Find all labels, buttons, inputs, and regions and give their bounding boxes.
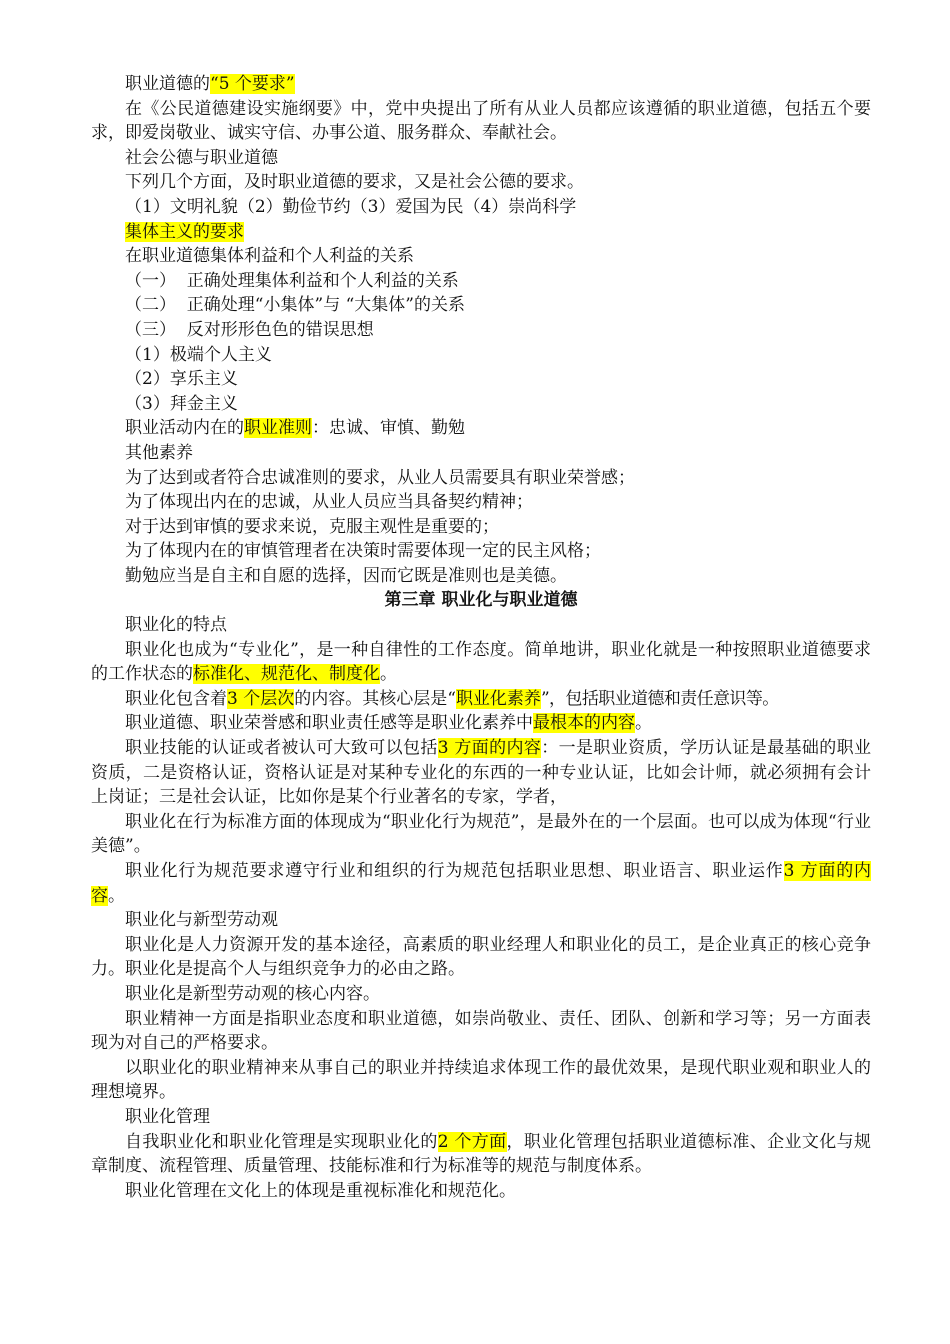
- paragraph: 职业化是新型劳动观的核心内容。: [125, 983, 380, 1004]
- paragraph: 社会公德与职业道德: [125, 147, 278, 168]
- text-run: 职业道德、职业荣誉感和职业责任感等是职业化素养中: [125, 713, 533, 734]
- paragraph: 职业化在行为标准方面的体现成为“职业化行为规范”，是最外在的一个层面。也可以成为体现“行业美德”。: [91, 811, 871, 857]
- highlighted-text: “5 个要求”: [210, 74, 295, 94]
- highlighted-text: 职业化素养: [455, 688, 541, 709]
- text-run: 职业道德的: [125, 74, 210, 94]
- document-page: [91, 72, 871, 1203]
- paragraph: 职业化是人力资源开发的基本途径，高素质的职业经理人和职业化的员工，是企业真正的核心竞争力。职业化是提高个人与组织竞争力的必由之路。: [91, 934, 871, 980]
- highlighted-text: 职业准则: [244, 418, 312, 439]
- paragraph: 为了体现内在的审慎管理者在决策时需要体现一定的民主风格；: [125, 541, 601, 562]
- paragraph: 职业化的特点: [125, 615, 227, 636]
- chapter-heading: 第三章 职业化与职业道德: [384, 590, 578, 611]
- paragraph: 职业化管理: [125, 1106, 210, 1127]
- paragraph: 对于达到审慎的要求来说，克服主观性是重要的；: [125, 516, 499, 537]
- text-run: ：一是职业资质，学历认证是最基础的职业资质，二是资格认证，资格认证是对某种专业化的东西的一种专业认证，比如会计师，就必须拥有会计上岗证；三是社会认证，比如你是某个行业著名的专家，学者，: [91, 738, 872, 808]
- paragraph: 在《公民道德建设实施纲要》中，党中央提出了所有从业人员都应该遵循的职业道德，包括五个要求，即爱岗敬业、诚实守信、办事公道、服务群众、奉献社会。: [91, 98, 871, 144]
- list-item: （3）拜金主义: [125, 393, 238, 414]
- text-run: 。: [635, 713, 652, 734]
- text-run: 职业技能的认证或者被认可大致可以包括: [125, 738, 438, 759]
- highlighted-text: 集体主义的要求: [125, 221, 244, 242]
- paragraph: 职业化管理在文化上的体现是重视标准化和规范化。: [125, 1180, 516, 1201]
- paragraph: 在职业道德集体利益和个人利益的关系: [125, 246, 414, 267]
- text-run: 职业活动内在的: [125, 418, 244, 439]
- highlighted-text: 3 方面的内容: [91, 861, 871, 906]
- paragraph: [91, 711, 871, 736]
- paragraph: 下列几个方面，及时职业道德的要求，又是社会公德的要求。: [125, 172, 584, 193]
- paragraph: [91, 638, 871, 687]
- paragraph: [91, 72, 871, 97]
- highlighted-text: 2 个方面: [437, 1131, 507, 1152]
- paragraph: [91, 416, 871, 441]
- list-item: （2）享乐主义: [125, 369, 238, 390]
- paragraph: 为了体现出内在的忠诚，从业人员应当具备契约精神；: [125, 492, 533, 513]
- text-run: 。: [380, 664, 397, 685]
- list-item: （三） 反对形形色色的错误思想: [125, 319, 374, 340]
- text-run: ：忠诚、审慎、勤勉: [312, 418, 465, 439]
- text-run: 自我职业化和职业化管理是实现职业化的: [125, 1131, 438, 1152]
- list-item: （1）极端个人主义: [125, 344, 272, 365]
- text-run: 职业化包含着: [125, 688, 227, 709]
- paragraph: 勤勉应当是自主和自愿的选择，因而它既是准则也是美德。: [125, 565, 567, 586]
- paragraph: [91, 687, 871, 712]
- text-run: 职业化行为规范要求遵守行业和组织的行为规范包括职业思想、职业语言、职业运作: [125, 861, 784, 881]
- list-item: （一） 正确处理集体利益和个人利益的关系: [125, 270, 459, 291]
- text-run: 。: [108, 885, 125, 906]
- paragraph: [91, 1130, 871, 1179]
- highlighted-text: 3 方面的内容: [437, 738, 542, 759]
- highlighted-text: 标准化、规范化、制度化: [193, 664, 380, 685]
- paragraph: 其他素养: [125, 442, 193, 463]
- paragraph: [91, 220, 871, 245]
- paragraph: [91, 736, 871, 810]
- paragraph: （1）文明礼貌（2）勤俭节约（3）爱国为民（4）崇尚科学: [125, 196, 577, 217]
- highlighted-text: 3 个层次: [227, 688, 295, 709]
- highlighted-text: 最根本的内容: [533, 713, 635, 734]
- text-run: 职业化也成为“专业化”，是一种自律性的工作态度。简单地讲，职业化就是一种按照职业道德要求的工作状态的: [91, 639, 871, 685]
- text-run: ”，包括职业道德和责任意识等。: [540, 688, 779, 709]
- paragraph: 为了达到或者符合忠诚准则的要求，从业人员需要具有职业荣誉感；: [125, 467, 635, 488]
- text-run: 的内容。其核心层是“: [294, 688, 456, 709]
- paragraph: 职业精神一方面是指职业态度和职业道德，如崇尚敬业、责任、团队、创新和学习等；另一方面表现为对自己的严格要求。: [91, 1008, 871, 1054]
- paragraph: [91, 859, 871, 908]
- text-run: ，职业化管理包括职业道德标准、企业文化与规章制度、流程管理、质量管理、技能标准和行为标准等的规范与制度体系。: [91, 1131, 872, 1177]
- paragraph: 职业化与新型劳动观: [125, 910, 278, 931]
- list-item: （二） 正确处理“小集体”与 “大集体”的关系: [125, 295, 465, 316]
- paragraph: 以职业化的职业精神来从事自己的职业并持续追求体现工作的最优效果，是现代职业观和职业人的理想境界。: [91, 1057, 871, 1103]
